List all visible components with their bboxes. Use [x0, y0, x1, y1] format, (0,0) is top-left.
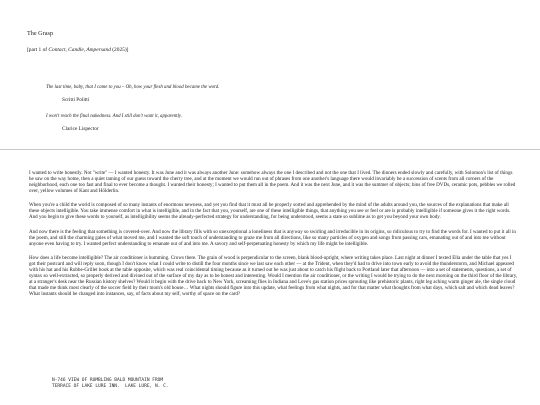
paragraph: And now there is the feeling that something is covered-over. And now the library fills with so unexceptional a loneliness that is anyway so swirling and irreducible in its origins, so ridiculous to try to find the words for. I wanted to put it all in the poem, and still the charming gales of what moved me, and I wanted the soft touch of understanding to graze me from all directions, like so many particles of oxygen and songs from passing cars, emanating out of and into me without anyone even having to try. I wanted perfect understanding to emanate out of and into me. A savory and self-perpetuating honesty by which my life might be intelligible.: [29, 228, 516, 247]
section-divider: [0, 149, 540, 150]
paragraph: When you're a child the world is composed of so many instants of enormous newness, and yet you find that it must all be properly sorted and apprehended by the mind of the adults around you, the sources of the explanations that make all these objects intelligible. You take immense comfort in what is intelligible, and in the fact that you, yourself, are one of these intelligible things, that anything you see or feel or are is probably intelligible if someone gives it the right words. And you begin to give these words to yourself, as intelligibility seems the already-perfected strategy for understanding, for being understood, seems a state so sublime as to get you beyond your own body.: [29, 202, 511, 221]
caption-line: N-746 VIEW OF RUMBLING BALD MOUNTAIN FROM: [52, 378, 164, 383]
epigraph-quote-1: The last time, baby, that I came to you – Oh, how your flesh and blood became the word.: [46, 85, 220, 90]
essay-body: [29, 170, 518, 306]
epigraph-author-1: Scritti Politti: [62, 97, 90, 103]
postcard-caption: [52, 378, 292, 390]
paragraph: I wanted to write honestly. Not "write" — I wanted honesty. It was June and it was always another June: somehow always the one I described and not the one that I lived. The dinners ended slowly and carefully, with Solomon's list of things he saw on the way home, then a quiet taming of our guess toward the cherry tree, and at the moment we would run out of phrases from one another's language there would invariably be a succession of scents from all corners of the neighborhood, each one too fast and final to ever become a thought. I wanted their honesty; I wanted to put them all in the poem. And it was the next June, and it was the summer of objects; bins of free DVDs, ceramic pots, pebbles we rolled over, yellow volumes of Kant and Hölderlin.: [29, 170, 516, 194]
part-note: [27, 47, 527, 54]
epigraph-author-2: Clarice Lispector: [62, 126, 99, 132]
part-prefix: [part 1 of: [27, 47, 49, 53]
document-header: [27, 30, 527, 54]
document-title: The Grasp: [27, 30, 53, 37]
caption-line: TERRACE OF LAKE LURE INN. LAKE LURE, N. C.: [52, 383, 169, 389]
paragraph: How does a life become intelligible? The air conditioner is humming. Crows there. The grain of wood is perpendicular to the screen, blank blood-upright, where writing takes place. Last night at dinner I texted Ella under the table that yes I got their postcard and will reply soon, though I don't know what I could write to distill the four months since we last saw each other — at the Trident, when they'd had to drive into town early to avoid the thunderstorm, and Michael appeared with his hat and his Robbe-Grillet book at the table opposite, which was real coincidental timing because as it turned out he was just about to catch his flight back to Portland later that afternoon — into a set of statements, questions, a set of syntax so well-extracted, so properly derived and divined out of the surface of my day as to be honest and interesting. Would I mention the air conditioner, or the writing I would be trying to do the next morning on the third floor of the library, at a stranger's desk near the Russian history shelves? Would it begin with the drive back to New York, screaming flies in Indiana and Love's gas station prices sprouting like prehistoric plants, right leg aching warm ginger ale, the single cloud that made me think most clearly of the soccer field by their mom's old house… What nights should figure into this update, what feelings from what nights, and for that matter what thoughts from what days, which salt and which dead leaves? What instants should be changed into instances, say, of facts about my self, worthy of space on the card?: [29, 255, 518, 298]
part-suffix: (2025)]: [110, 47, 129, 53]
book-title: Contact, Candle, Ampersand: [48, 47, 111, 53]
epigraph-quote-2: I won't reach the final nakedness. And I still don't want it, apparently.: [46, 114, 182, 119]
